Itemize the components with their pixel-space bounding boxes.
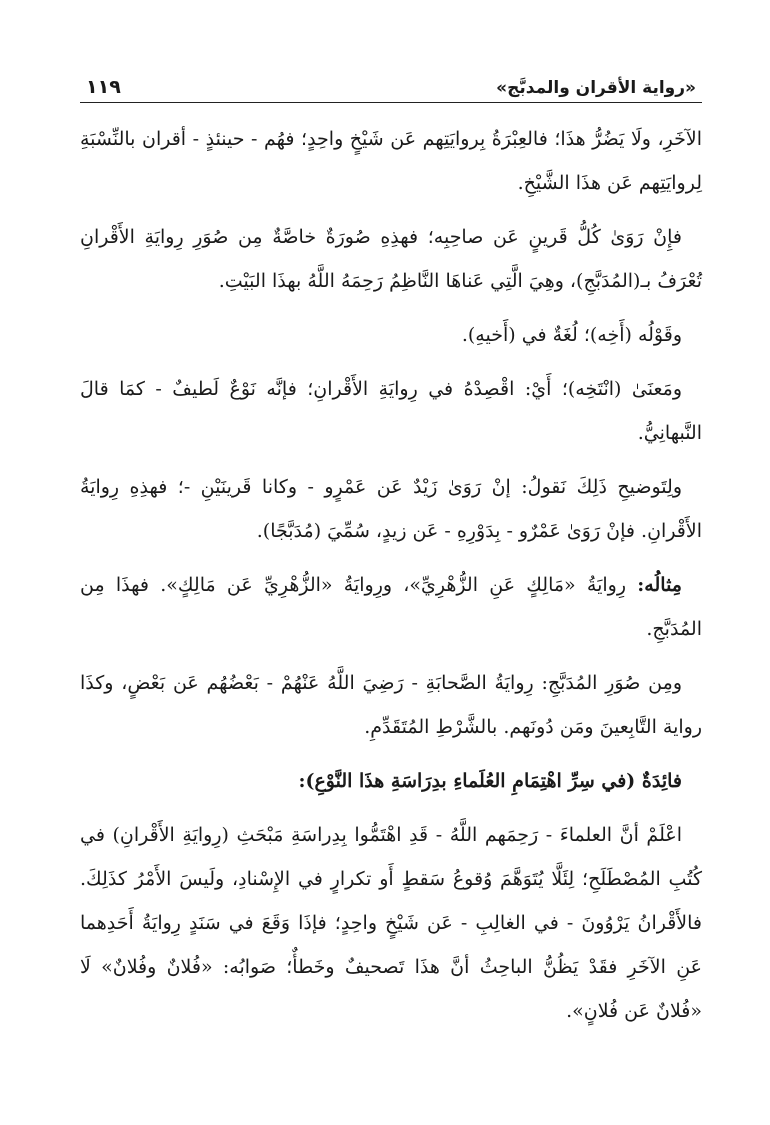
example-text: رِوايَةُ «مَالِكٍ عَنِ الزُّهْرِيِّ»، ورِوايَةُ «الزُّهْرِيِّ عَن مَالِكٍ». فهذَا مِن المُدَبَّجِ.	[80, 574, 702, 640]
section-heading: فائِدَةٌ (في سِرِّ اهْتِمَامِ العُلَماءِ بدِرَاسَةِ هذَا النَّوْعِ):	[298, 770, 682, 792]
page-body	[80, 117, 702, 1033]
example-label: مِثالُه:	[637, 574, 682, 596]
paragraph-5: ولِتَوضيحِ ذَلِكَ نَقولُ: إنْ رَوَىٰ زَيْدٌ عَن عَمْرٍو - وكانا قَرينَيْنِ -؛ فهذِهِ رِوايَةُ الأَقْرانِ. فإنْ رَوَىٰ عَمْرٌو - بِدَوْرِهِ - عَن زيدٍ، سُمِّيَ (مُدَبَّجًا).	[80, 476, 702, 542]
paragraph-3: وقَوْلُه (أَخِه)؛ لُغَةٌ في (أَخيهِ).	[461, 324, 682, 346]
paragraph-example	[80, 563, 702, 651]
paragraph-7: ومِن صُوَرِ المُدَبَّجِ: رِوايَةُ الصَّحابَةِ - رَضِيَ اللَّهُ عَنْهُمْ - بَعْضُهُم عَن بَعْضٍ، وكذَا رواية التَّابِعينَ ومَن دُونَهم. بالشَّرْطِ المُتَقَدِّمِ.	[80, 672, 702, 738]
paragraph-8: اعْلَمْ أنَّ العلماءَ - رَحِمَهم اللَّهُ - قَدِ اهْتَمُّوا بِدِراسَةِ مَبْحَثِ (رِوايَةِ الأَقْرانِ) في كُتُبِ المُصْطَلَحِ؛ لِئَلَّا يُتَوَهَّمَ وُقوعُ سَقطٍ أَو تكرارٍ في الإِسْنادِ، ولَيسَ الأَمْرُ كذَلِكَ. فالأَقْرانُ يَرْوُونَ - في الغالِبِ - عَن شَيْخٍ واحِدٍ؛ فإذَا وَقَعَ في سَنَدٍ رِوايَةُ أَحَدِهما عَنِ الآخَرِ فقَدْ يَظُنُّ الباحِثُ أنَّ هذَا تَصحيفٌ وخَطأٌ؛ صَوابُه: «فُلانٌ وفُلانٌ» لَا «فُلانٌ عَن فُلانٍ».	[80, 824, 702, 1022]
paragraph-4: ومَعنَىٰ (انْتَخِه)؛ أَيْ: اقْصِدْهُ في رِوايَةِ الأَقْرانِ؛ فإنَّه نَوْعٌ لَطيفٌ - كمَا قالَ النَّبهانِيُّ.	[80, 378, 702, 444]
running-head-title: «رواية الأقران والمدبَّج»	[496, 78, 696, 98]
running-head	[80, 62, 702, 103]
paragraph-2: فإِنْ رَوَىٰ كُلُّ قَرينٍ عَن صاحِبِه؛ فهذِهِ صُورَةٌ خاصَّةٌ مِن صُوَرِ رِوايَةِ الأَقْرانِ تُعْرَفُ بـ(المُدَبَّجِ)، وهِيَ الَّتِي عَناهَا النَّاظِمُ رَحِمَهُ اللَّهُ بهذَا البَيْتِ.	[80, 226, 702, 292]
book-page	[80, 62, 702, 1043]
paragraph-1: الآخَرِ، ولَا يَضُرُّ هذَا؛ فالعِبْرَةُ بِروايَتِهم عَن شَيْخٍ واحِدٍ؛ فهُم - حينئذٍ - أقران بالنِّسْبَةِ لِروايَتِهم عَن هذَا الشَّيْخِ.	[80, 128, 702, 194]
page-number: ١١٩	[86, 76, 121, 98]
